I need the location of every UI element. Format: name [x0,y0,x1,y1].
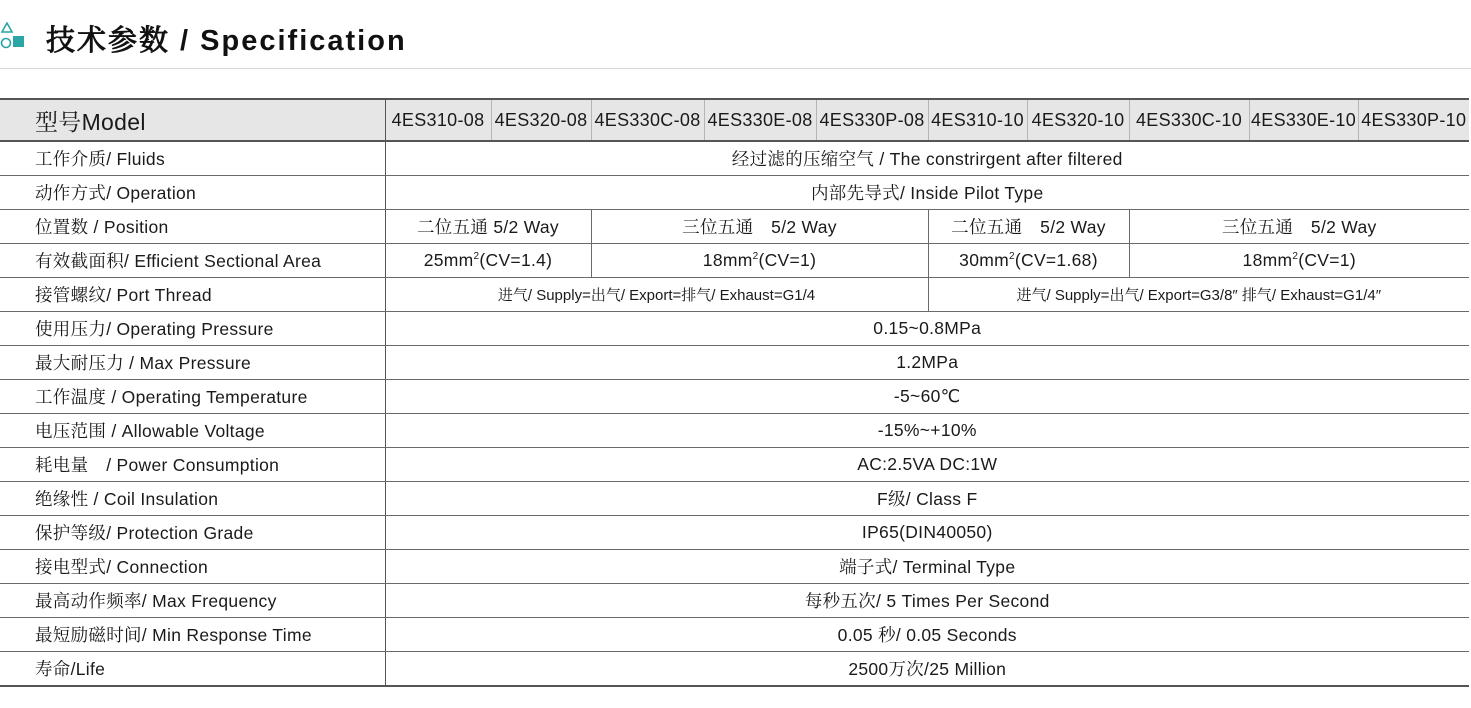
model-cell: 4ES330C-08 [591,99,704,141]
row-label: 接管螺纹/ Port Thread [0,278,385,312]
row-value: $18mm^2(CV=1)$ [1129,244,1469,278]
table-row [0,210,1469,244]
table-row [0,618,1469,652]
model-cell: 4ES330C-10 [1129,99,1249,141]
row-value: 三位五通 5/2 Way [1129,210,1469,244]
row-label: 最高动作频率/ Max Frequency [0,584,385,618]
row-value: $18mm^2(CV=1)$ [591,244,928,278]
row-label: 使用压力/ Operating Pressure [0,312,385,346]
row-label: 保护等级/ Protection Grade [0,516,385,550]
row-value: -15%~+10% [385,414,1469,448]
row-value: F级/ Class F [385,482,1469,516]
row-label: 电压范围 / Allowable Voltage [0,414,385,448]
row-label: 位置数 / Position [0,210,385,244]
table-row [0,652,1469,687]
table-row [0,312,1469,346]
row-value: AC:2.5VA DC:1W [385,448,1469,482]
model-cell: 4ES310-08 [385,99,491,141]
row-label: 接电型式/ Connection [0,550,385,584]
row-value: 内部先导式/ Inside Pilot Type [385,176,1469,210]
row-value: 每秒五次/ 5 Times Per Second [385,584,1469,618]
row-value: 二位五通 5/2 Way [928,210,1129,244]
row-label: 有效截面积/ Efficient Sectional Area [0,244,385,278]
table-row [0,380,1469,414]
model-cell: 4ES330E-08 [704,99,816,141]
specification-table [0,98,1469,687]
table-row [0,482,1469,516]
row-value: 0.15~0.8MPa [385,312,1469,346]
header-divider [0,68,1471,69]
row-value: 1.2MPa [385,346,1469,380]
table-row [0,550,1469,584]
table-row [0,448,1469,482]
row-value: 经过滤的压缩空气 / The constrirgent after filtered [385,141,1469,176]
model-row [0,99,1469,141]
row-label: 工作温度 / Operating Temperature [0,380,385,414]
table-row [0,516,1469,550]
row-label: 最大耐压力 / Max Pressure [0,346,385,380]
table-row [0,176,1469,210]
table-row [0,278,1469,312]
table-row [0,414,1469,448]
row-value: IP65(DIN40050) [385,516,1469,550]
model-label: 型号Model [0,99,385,141]
table-row [0,346,1469,380]
row-value: 二位五通 5/2 Way [385,210,591,244]
model-cell: 4ES320-08 [491,99,591,141]
row-value: 进气/ Supply=出气/ Export=G3/8″ 排气/ Exhaust=G1/4″ [928,278,1469,312]
model-cell: 4ES330P-10 [1358,99,1469,141]
table-row [0,141,1469,176]
row-value: $25mm^2(CV=1.4)$ [385,244,591,278]
row-value: -5~60℃ [385,380,1469,414]
row-label: 动作方式/ Operation [0,176,385,210]
row-label: 绝缘性 / Coil Insulation [0,482,385,516]
row-value: 进气/ Supply=出气/ Export=排气/ Exhaust=G1/4 [385,278,928,312]
row-label: 耗电量 / Power Consumption [0,448,385,482]
model-cell: 4ES330E-10 [1249,99,1358,141]
table-row [0,584,1469,618]
row-label: 寿命/Life [0,652,385,687]
row-value: 0.05 秒/ 0.05 Seconds [385,618,1469,652]
row-value: $30mm^2(CV=1.68)$ [928,244,1129,278]
row-value: 三位五通 5/2 Way [591,210,928,244]
row-label: 最短励磁时间/ Min Response Time [0,618,385,652]
section-header [0,0,1471,70]
row-value: 端子式/ Terminal Type [385,550,1469,584]
page-title: 技术参数 / Specification [46,25,407,57]
row-label: 工作介质/ Fluids [0,141,385,176]
table-row [0,244,1469,278]
model-cell: 4ES320-10 [1027,99,1129,141]
model-cell: 4ES330P-08 [816,99,928,141]
model-cell: 4ES310-10 [928,99,1027,141]
shapes-logo-icon [0,22,30,50]
row-value: 2500万次/25 Million [385,652,1469,687]
